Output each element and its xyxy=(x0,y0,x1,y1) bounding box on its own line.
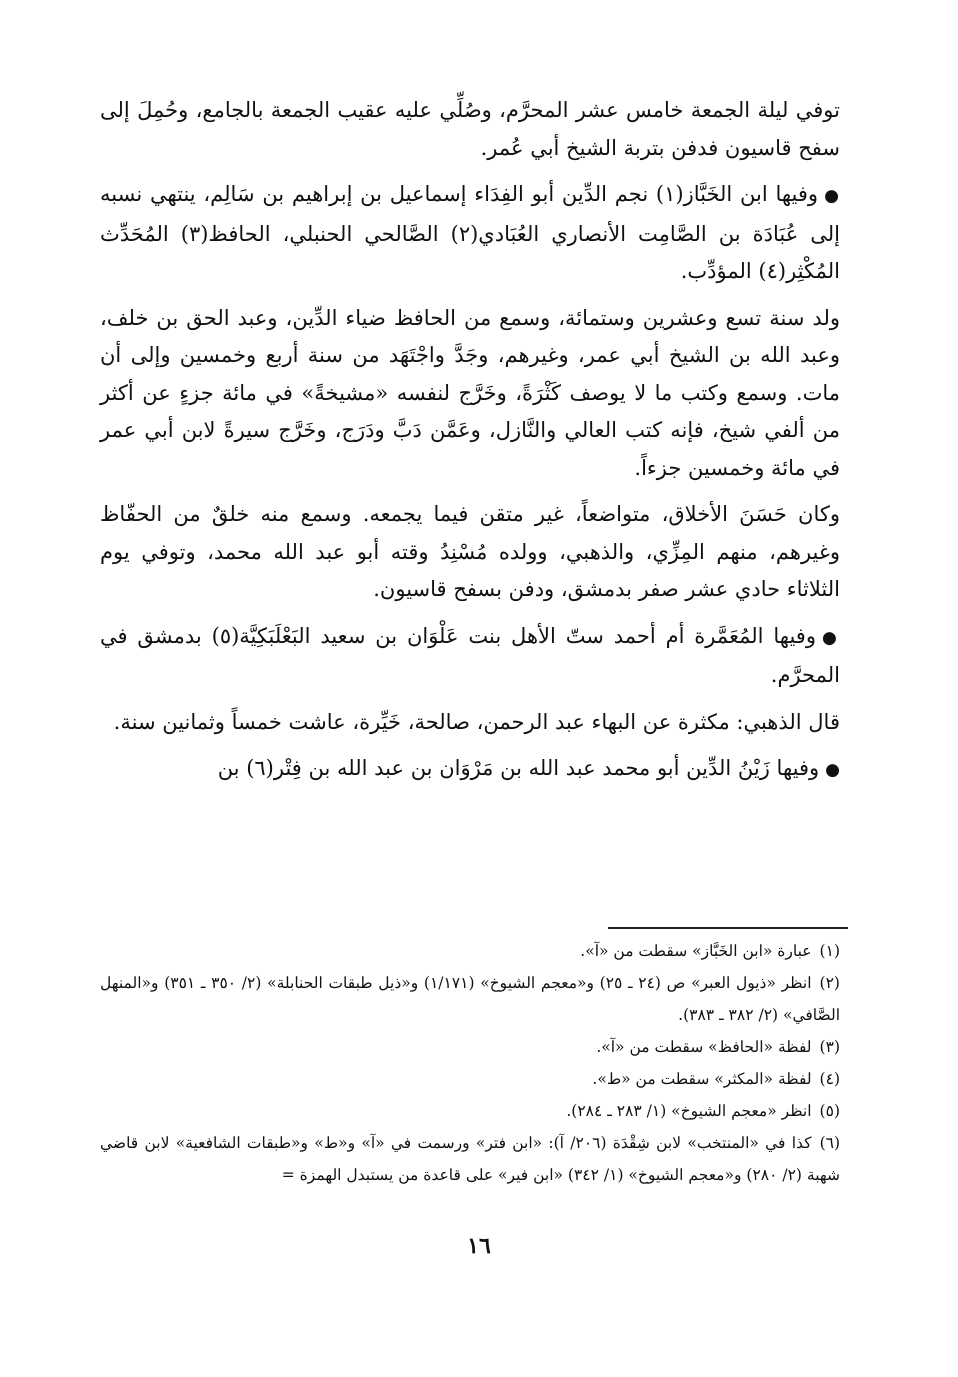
paragraph xyxy=(100,92,840,167)
paragraph-text: وفيها ابن الخَبَّاز(١) نجم الدِّين أبو الفِدَاء إسماعيل بن إبراهيم بن سَالِم، ينتهي نسبه إلى عُبَادَة بن الصَّامِت الأنصاري العُبَادي(٢) الصَّالحي الحنبلي، الحافظ(٣) المُحَدِّث المُكْثِر(٤) المؤدِّب. xyxy=(100,182,840,283)
footnote xyxy=(100,967,840,1031)
paragraph-text: وفيها المُعَمَّرة أم أحمد ستّ الأهل بنت عَلْوَان بن سعيد البَعْلَبَكِيَّة(٥) بدمشق في المحرَّم. xyxy=(100,623,840,687)
bullet-icon: ● xyxy=(821,627,840,648)
footnote-text: انظر «معجم الشيوخ» (١/ ٢٨٣ ـ ٢٨٤). xyxy=(566,1102,812,1120)
paragraph xyxy=(100,496,840,609)
footnotes xyxy=(100,935,840,1191)
paragraph xyxy=(100,300,840,488)
footnote-number: (٢) xyxy=(819,974,840,992)
footnote-text: لفظة «الحافظ» سقطت من «آ». xyxy=(596,1038,812,1056)
footnote-number: (٦) xyxy=(819,1134,841,1152)
paragraph-text: قال الذهبي: مكثرة عن البهاء عبد الرحمن، صالحة، خَيِّرة، عاشت خمساً وثمانين سنة. xyxy=(113,709,840,734)
main-text xyxy=(100,92,840,790)
paragraph xyxy=(100,176,840,291)
paragraph xyxy=(100,704,840,742)
footnote-text: عبارة «ابن الخَبَّاز» سقطت من «آ». xyxy=(580,942,812,960)
paragraph xyxy=(100,750,840,790)
footnote-number: (٥) xyxy=(819,1102,840,1120)
bullet-icon: ● xyxy=(824,186,840,206)
paragraph-text: وكان حَسَنَ الأخلاق، متواضعاً، غير متقن فيما يجمعه. وسمع منه خلقٌ من الحفّاظ وغيرهم، منهم المِزِّي، والذهبي، وولده مُسْنِدُ وقته أبو عبد الله محمد، وتوفي يوم الثلاثاء حادي عشر صفر بدمشق، ودفن بسفح قاسيون. xyxy=(100,502,840,601)
footnote-number: (١) xyxy=(819,942,840,960)
footnote-text: انظر «ذيول العبر» ص (٢٤ ـ ٢٥) و«معجم الشيوخ» (١/١٧١) و«ذيل طبقات الحنابلة» (٢/ ٣٥٠ ـ ٣٥١) و«المنهل الصَّافي» (٢/ ٣٨٢ ـ ٣٨٣). xyxy=(100,974,840,1024)
page-number: ١٦ xyxy=(467,1233,491,1259)
footnote-number: (٣) xyxy=(819,1038,840,1056)
bullet-icon: ● xyxy=(825,760,840,780)
paragraph xyxy=(100,618,840,695)
footnote-text: كذا في «المنتخب» لابن شِقْدَة (٢٠٦/ آ): «ابن فتر» ورسمت في «آ» و«ط» و«طبقات الشافعية» لابن قاضي شهبة (٢/ ٢٨٠) و«معجم الشيوخ» (١/ ٣٤٢) «ابن فير» على قاعدة من يستبدل الهمزة = xyxy=(100,1134,840,1184)
footnote-number: (٤) xyxy=(819,1070,840,1088)
paragraph-text: وفيها زَيْنُ الدِّين أبو محمد عبد الله بن مَرْوَان بن عبد الله بن فِتْر(٦) بن xyxy=(217,756,820,780)
footnote xyxy=(100,1095,840,1127)
footnote xyxy=(100,1063,840,1095)
footnote xyxy=(100,935,840,967)
paragraph-text: ولد سنة تسع وعشرين وستمائة، وسمع من الحافظ ضياء الدِّين، وعبد الحق بن خلف، وعبد الله بن الشيخ أبي عمر، وغيرهم، وجَدَّ واجْتَهَد من سنة أربع وخمسين وإلى أن مات. وسمع وكتب ما لا يوصف كَثْرَةً، وخَرَّج لنفسه «مشيخةً» في مائة جزءٍ عن أكثر من ألفي شيخ، فإنه كتب العالي والنَّازل، وعَمَّن دَبَّ ودَرَج، وخَرَّج سيرةً لابن أبي عمر في مائة وخمسين جزءاً. xyxy=(100,305,840,480)
footnote-text: لفظة «المكثر» سقطت من «ط». xyxy=(592,1070,812,1088)
paragraph-text: توفي ليلة الجمعة خامس عشر المحرَّم، وصُلِّي عليه عقيب الجمعة بالجامع، وحُمِلَ إلى سفح قاسيون فدفن بتربة الشيخ أبي عُمر. xyxy=(100,98,840,160)
footnote xyxy=(100,1127,840,1191)
footnote-divider xyxy=(608,927,848,929)
footnote xyxy=(100,1031,840,1063)
